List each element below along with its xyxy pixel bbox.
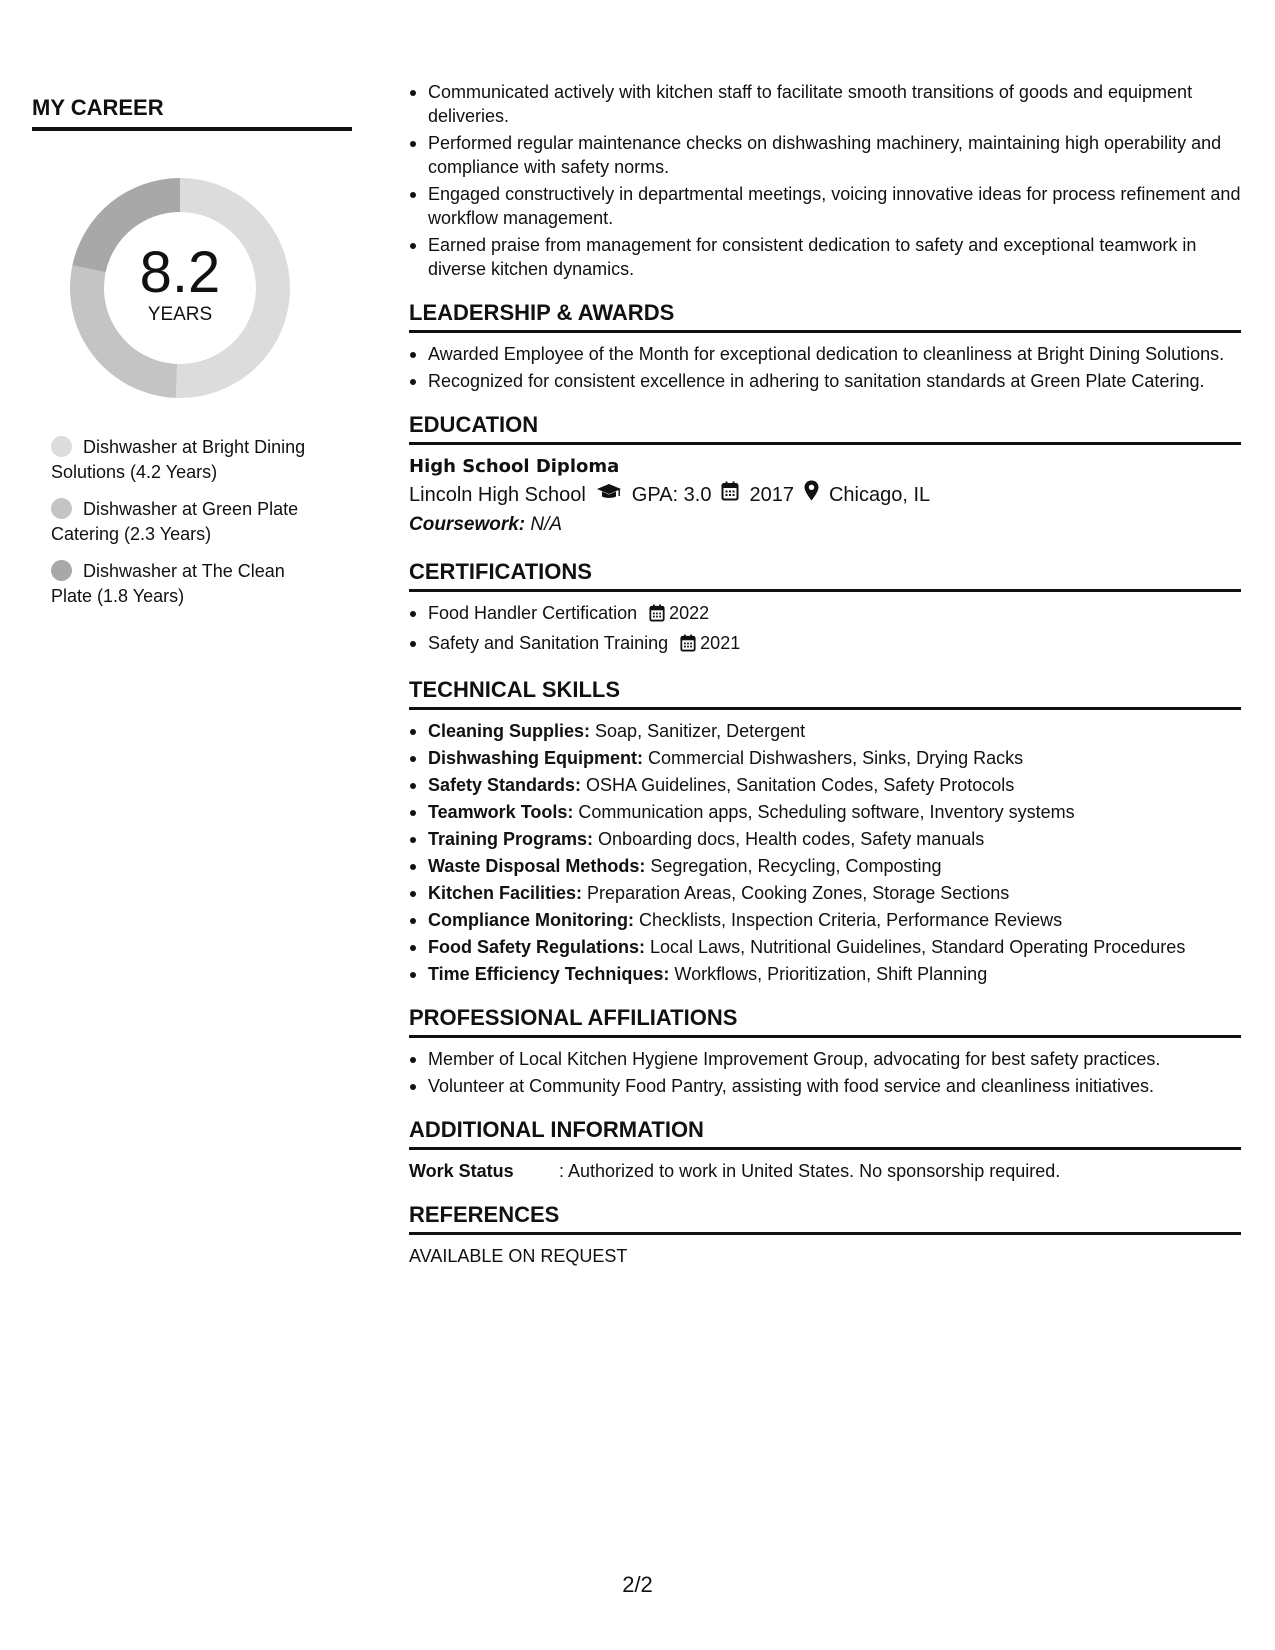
cert-name: Food Handler Certification (428, 603, 638, 623)
skill-value: OSHA Guidelines, Sanitation Codes, Safety Protocols (581, 775, 1015, 795)
additional-section (409, 1117, 1241, 1183)
education-section (409, 412, 1241, 540)
calendar-icon (680, 634, 696, 658)
list-item (409, 908, 1241, 932)
legend-item (51, 497, 322, 547)
skill-value: Commercial Dishwashers, Sinks, Drying Racks (643, 748, 1024, 768)
legend-label: Dishwasher at The Clean Plate (1.8 Years) (51, 561, 285, 606)
awards-title: LEADERSHIP & AWARDS (409, 300, 1241, 333)
total-years-value: 8.2 (139, 240, 221, 305)
education-year: 2017 (749, 484, 794, 506)
skill-value: Communication apps, Scheduling software, Inventory systems (573, 802, 1075, 822)
list-item: Member of Local Kitchen Hygiene Improvement Group, advocating for best safety practices. (409, 1047, 1241, 1071)
list-item (409, 773, 1241, 797)
career-donut-chart (65, 173, 295, 403)
skill-value: Segregation, Recycling, Composting (645, 856, 942, 876)
main-content (409, 80, 1241, 1268)
skill-label: Food Safety Regulations: (428, 937, 646, 957)
donut-center (65, 173, 295, 403)
skill-value: Onboarding docs, Health codes, Safety manuals (593, 829, 985, 849)
work-status-value: : Authorized to work in United States. No sponsorship required. (559, 1161, 1061, 1181)
education-degree: High School Diploma (409, 456, 620, 477)
affiliations-title: PROFESSIONAL AFFILIATIONS (409, 1005, 1241, 1038)
legend-dot-icon (51, 560, 72, 581)
list-item: Awarded Employee of the Month for exceptional dedication to cleanliness at Bright Dining Solutions. (409, 342, 1241, 366)
graduation-cap-icon (596, 480, 622, 510)
education-location: Chicago, IL (828, 484, 931, 506)
references-title: REFERENCES (409, 1202, 1241, 1235)
skill-label: Compliance Monitoring: (428, 910, 634, 930)
skill-value: Local Laws, Nutritional Guidelines, Standard Operating Procedures (645, 937, 1186, 957)
skill-label: Cleaning Supplies: (428, 721, 591, 741)
skill-value: Soap, Sanitizer, Detergent (590, 721, 806, 741)
awards-section (409, 300, 1241, 393)
education-school: Lincoln High School (409, 484, 586, 506)
list-item (409, 881, 1241, 905)
affiliations-section (409, 1005, 1241, 1098)
calendar-icon (721, 480, 739, 510)
skill-value: Checklists, Inspection Criteria, Performance Reviews (634, 910, 1063, 930)
skill-label: Time Efficiency Techniques: (428, 964, 670, 984)
skill-label: Safety Standards: (428, 775, 582, 795)
list-item (409, 746, 1241, 770)
work-status-row (409, 1159, 1241, 1183)
list-item (409, 827, 1241, 851)
legend-label: Dishwasher at Green Plate Catering (2.3 Years) (51, 499, 299, 544)
cert-name: Safety and Sanitation Training (428, 633, 669, 653)
skills-title: TECHNICAL SKILLS (409, 677, 1241, 710)
references-text: AVAILABLE ON REQUEST (409, 1246, 628, 1266)
skill-label: Dishwashing Equipment: (428, 748, 644, 768)
skill-value: Preparation Areas, Cooking Zones, Storage Sections (582, 883, 1010, 903)
coursework-label: Coursework: (409, 514, 526, 535)
legend-item (51, 559, 322, 609)
skill-label: Teamwork Tools: (428, 802, 574, 822)
list-item (409, 719, 1241, 743)
calendar-icon (649, 604, 665, 628)
cert-year: 2021 (700, 633, 741, 653)
coursework-value: N/A (525, 514, 563, 535)
list-item: Recognized for consistent excellence in adhering to sanitation standards at Green Plate Catering. (409, 369, 1241, 393)
certifications-section (409, 559, 1241, 658)
education-title: EDUCATION (409, 412, 1241, 445)
certifications-title: CERTIFICATIONS (409, 559, 1241, 592)
list-item (409, 962, 1241, 986)
list-item: Engaged constructively in departmental meetings, voicing innovative ideas for process refinement and workflow management. (409, 182, 1241, 230)
career-title: MY CAREER (32, 95, 352, 131)
skill-label: Waste Disposal Methods: (428, 856, 646, 876)
legend-dot-icon (51, 498, 72, 519)
skill-label: Training Programs: (428, 829, 594, 849)
list-item (409, 800, 1241, 824)
education-coursework (409, 510, 1241, 540)
list-item (409, 854, 1241, 878)
education-details (409, 480, 1241, 510)
skill-value: Workflows, Prioritization, Shift Planning (669, 964, 988, 984)
skill-label: Kitchen Facilities: (428, 883, 583, 903)
total-years-unit: YEARS (147, 304, 213, 325)
list-item (409, 935, 1241, 959)
legend-label: Dishwasher at Bright Dining Solutions (4.2 Years) (51, 437, 306, 482)
experience-bullets (409, 80, 1241, 281)
legend-item (51, 435, 322, 485)
list-item (409, 601, 1241, 628)
list-item (409, 631, 1241, 658)
legend-dot-icon (51, 436, 72, 457)
list-item: Performed regular maintenance checks on dishwashing machinery, maintaining high operability and compliance with safety norms. (409, 131, 1241, 179)
work-status-label: Work Status (409, 1161, 514, 1181)
list-item: Volunteer at Community Food Pantry, assisting with food service and cleanliness initiatives. (409, 1074, 1241, 1098)
skills-section (409, 677, 1241, 986)
page-number: 2/2 (622, 1572, 653, 1597)
additional-title: ADDITIONAL INFORMATION (409, 1117, 1241, 1150)
list-item: Earned praise from management for consistent dedication to safety and exceptional teamwork in diverse kitchen dynamics. (409, 233, 1241, 281)
cert-year: 2022 (669, 603, 710, 623)
references-section (409, 1202, 1241, 1268)
career-legend (32, 435, 322, 609)
map-pin-icon (804, 480, 819, 510)
career-sidebar (32, 95, 352, 621)
list-item: Communicated actively with kitchen staff to facilitate smooth transitions of goods and equipment deliveries. (409, 80, 1241, 128)
education-gpa: GPA: 3.0 (631, 484, 712, 506)
